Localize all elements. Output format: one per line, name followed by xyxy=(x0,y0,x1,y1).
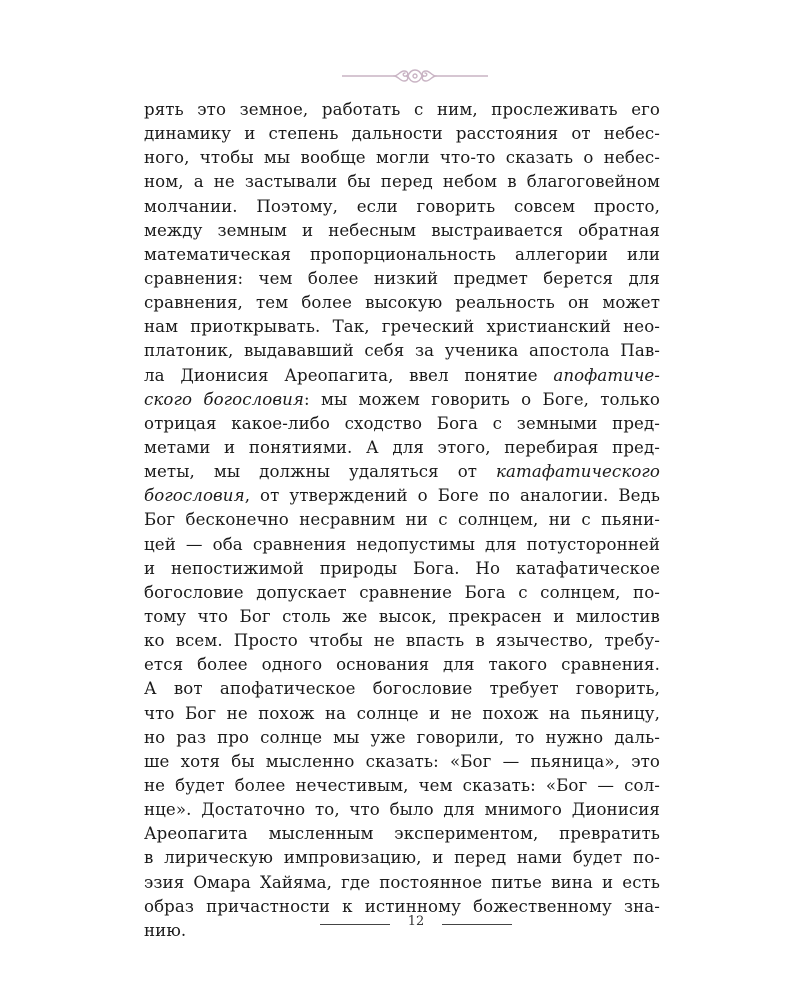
text-segment: рять это земное, работать с ним, прослеживать его xyxy=(144,100,660,119)
text-segment: ше хотя бы мысленно сказать: «Бог — пьяница», это xyxy=(144,751,660,771)
text-line xyxy=(144,871,660,895)
text-segment: ном, а не застывали бы перед небом в благоговейном xyxy=(144,172,660,192)
text-line xyxy=(144,750,660,774)
text-segment: в лирическую импровизацию, и перед нами будет по- xyxy=(144,848,660,868)
text-line xyxy=(144,364,660,388)
footer-rule-right xyxy=(442,924,512,925)
flourish-ornament-icon xyxy=(342,62,488,90)
text-segment: метами и понятиями. А для этого, перебирая пред- xyxy=(144,437,660,457)
text-line xyxy=(144,98,660,122)
text-line xyxy=(144,774,660,798)
text-segment: богословия xyxy=(144,486,245,506)
text-segment: эзия Омара Хайяма, где постоянное питье вина и есть xyxy=(144,872,660,892)
text-line xyxy=(144,605,660,629)
text-segment: между земным и небесным выстраивается обратная xyxy=(144,220,660,240)
text-segment: Ареопагита мысленным экспериментом, превратить xyxy=(144,824,660,844)
text-line xyxy=(144,195,660,219)
text-segment: образ причастности к истинному божественному зна- xyxy=(144,896,660,916)
text-line xyxy=(144,533,660,557)
text-segment: цей — оба сравнения недопустимы для потусторонней xyxy=(144,534,660,554)
text-line xyxy=(144,653,660,677)
text-line xyxy=(144,146,660,170)
text-line xyxy=(144,436,660,460)
text-segment: тому что Бог столь же высок, прекрасен и милостив xyxy=(144,606,660,626)
text-segment: что Бог не похож на солнце и не похож на пьяницу, xyxy=(144,703,660,723)
text-segment: сравнения: чем более низкий предмет берется для xyxy=(144,268,660,288)
text-segment: платоник, выдававший себя за ученика апостола Пав- xyxy=(144,341,660,361)
text-line xyxy=(144,726,660,750)
text-segment: ется более одного основания для такого сравнения. xyxy=(144,655,660,675)
text-line xyxy=(144,122,660,146)
text-segment: богословие допускает сравнение Бога с солнцем, по- xyxy=(144,582,660,602)
text-segment: не будет более нечестивым, чем сказать: «Бог — сол- xyxy=(144,775,660,795)
text-line xyxy=(144,291,660,315)
text-segment: нам приоткрывать. Так, греческий христианский нео- xyxy=(144,317,660,337)
text-line xyxy=(144,557,660,581)
text-line xyxy=(144,846,660,870)
text-line xyxy=(144,315,660,339)
text-segment: динамику и степень дальности расстояния от небес- xyxy=(144,124,660,144)
text-segment: ного, чтобы мы вообще могли что-то сказать о небес- xyxy=(144,148,660,168)
text-segment: отрицая какое-либо сходство Бога с земными пред- xyxy=(144,413,660,433)
text-segment: А вот апофатическое богословие требует говорить, xyxy=(144,679,660,699)
text-segment: но раз про солнце мы уже говорили, то нужно даль- xyxy=(144,727,660,747)
text-line xyxy=(144,484,660,508)
text-segment: апофатиче- xyxy=(553,365,660,385)
text-line xyxy=(144,388,660,412)
text-segment: , от утверждений о Боге по аналогии. Ведь xyxy=(244,486,660,506)
text-segment: сравнения, тем более высокую реальность он может xyxy=(144,293,660,313)
text-segment: ского богословия xyxy=(144,389,305,409)
text-line xyxy=(144,822,660,846)
text-line xyxy=(144,243,660,267)
text-line xyxy=(144,219,660,243)
text-line xyxy=(144,460,660,484)
text-line xyxy=(144,629,660,653)
text-line xyxy=(144,412,660,436)
text-line xyxy=(144,170,660,194)
text-segment: меты, мы должны удаляться от xyxy=(144,462,497,482)
text-segment: Бог бесконечно несравним ни с солнцем, ни с пьяни- xyxy=(144,510,660,530)
text-line xyxy=(144,267,660,291)
text-segment: ко всем. Просто чтобы не впасть в язычество, требу- xyxy=(144,631,660,651)
text-line xyxy=(144,702,660,726)
text-segment: нию. xyxy=(144,920,187,940)
text-segment: ла Дионисия Ареопагита, ввел понятие xyxy=(144,365,554,385)
page-number: 12 xyxy=(407,914,425,929)
page-footer xyxy=(320,912,512,932)
text-line xyxy=(144,581,660,605)
text-segment: математическая пропорциональность аллегории или xyxy=(144,244,660,264)
text-line xyxy=(144,677,660,701)
text-line xyxy=(144,798,660,822)
text-line xyxy=(144,508,660,532)
text-segment: и непостижимой природы Бога. Но катафатическое xyxy=(144,558,660,578)
text-segment: нце». Достаточно то, что было для мнимого Дионисия xyxy=(144,800,660,820)
text-line xyxy=(144,339,660,363)
text-segment: : мы можем говорить о Боге, только xyxy=(304,389,660,409)
body-text xyxy=(144,98,660,943)
text-segment: молчании. Поэтому, если говорить совсем просто, xyxy=(144,196,660,216)
footer-rule-left xyxy=(320,924,390,925)
text-segment: катафатического xyxy=(496,462,660,482)
